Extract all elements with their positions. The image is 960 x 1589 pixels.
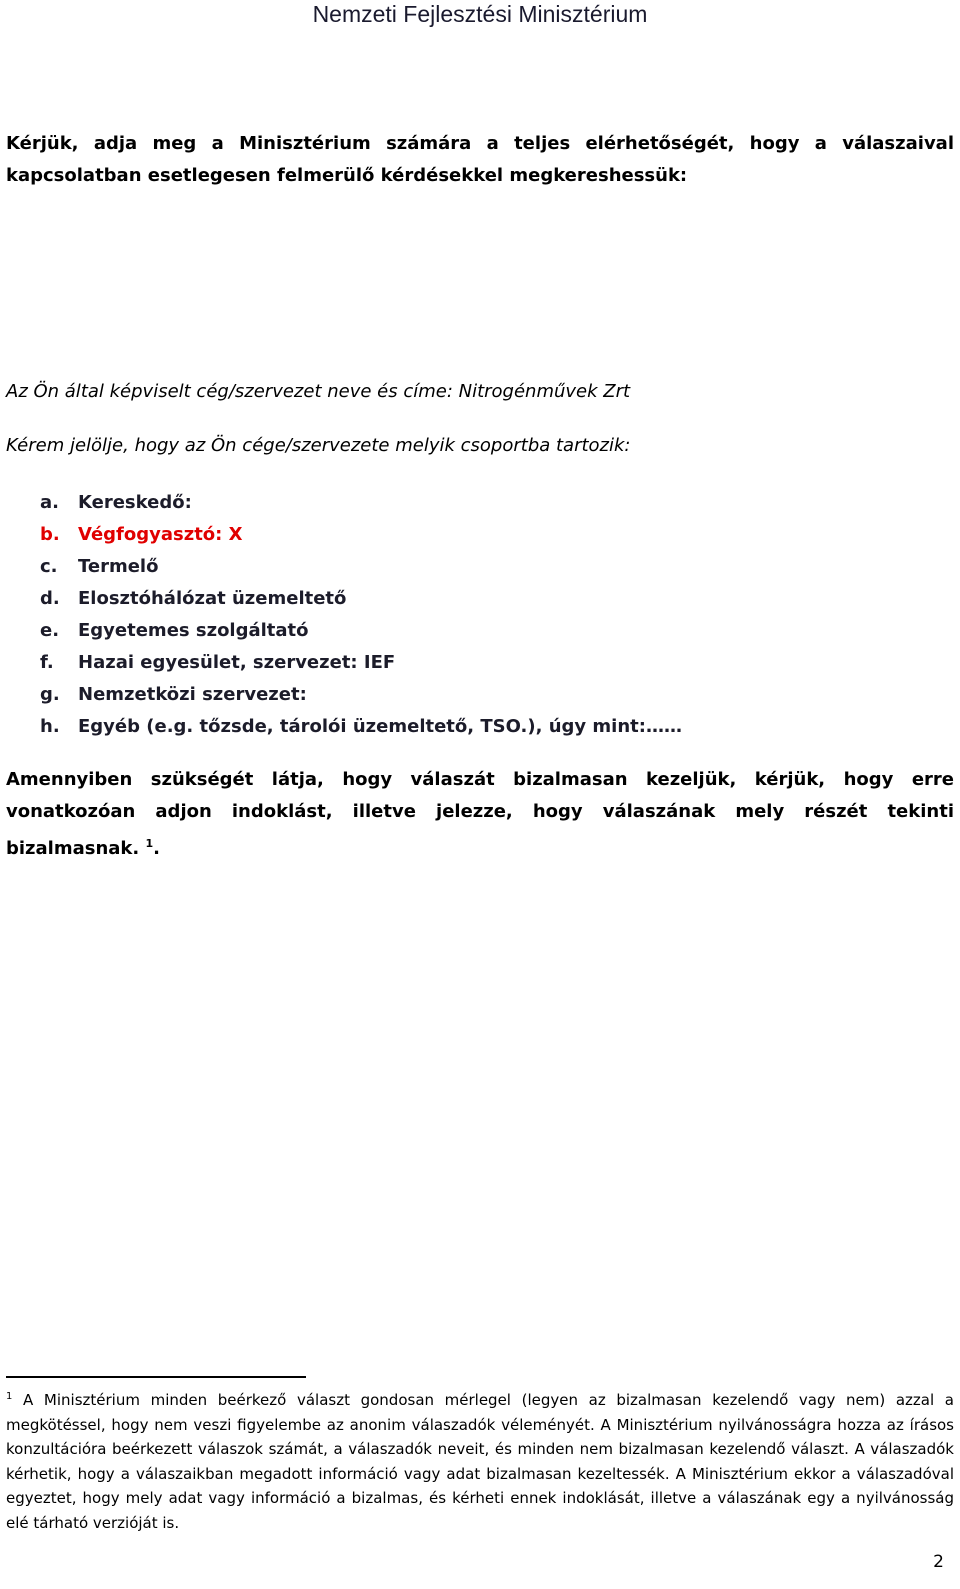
option-d: d. Elosztóhálózat üzemeltető (40, 588, 347, 609)
option-label: Nemzetközi szervezet: (78, 684, 307, 705)
option-label: Elosztóhálózat üzemeltető (78, 588, 347, 609)
footnote-reference[interactable]: 1 (145, 837, 154, 850)
option-label: Egyéb (e.g. tőzsde, tárolói üzemeltető, TSO.), úgy mint:…… (78, 716, 682, 737)
group-options-list (40, 487, 682, 743)
option-e: e. Egyetemes szolgáltató (40, 620, 309, 641)
option-label: Egyetemes szolgáltató (78, 620, 309, 641)
group-question: Kérem jelölje, hogy az Ön cége/szervezete melyik csoportba tartozik: (6, 435, 631, 456)
organization-question: Az Ön által képviselt cég/szervezet neve és címe: Nitrogénművek Zrt (6, 381, 631, 402)
option-b-selected: b. Végfogyasztó: X (40, 524, 243, 545)
intro-paragraph: Kérjük, adja meg a Minisztérium számára a teljes elérhetőségét, hogy a válaszaival kapcsolatban esetlegesen felmerülő kérdésekkel megkereshessük: (6, 133, 954, 186)
option-c: c. Termelő (40, 556, 159, 577)
confidentiality-paragraph: Amennyiben szükségét látja, hogy válaszát bizalmasan kezeljük, kérjük, hogy erre vonatkozóan adjon indoklást, illetve jelezze, hogy válaszának mely részét tekinti bizalmasnak. $^1$. (6, 769, 954, 859)
option-label: Végfogyasztó: X (78, 524, 243, 545)
footnote: $^1$ A Minisztérium minden beérkező választ gondosan mérlegel (legyen az bizalmasan kezelendő vagy nem) azzal a megkötéssel, hogy nem veszi figyelembe az anonim válaszadók véleményét. A Minisztérium nyilvánosságra hozza az írásos konzultációra beérkezett válaszok számát, a válaszadók neveit, és minden nem bizalmasan kezelendő választ. A válaszadók kérhetik, hogy a válaszaikban megadott információ vagy adat bizalmasan kezeltessék. A Minisztérium ekkor a válaszadóval egyeztet, hogy mely adat vagy információ a bizalmas, és kérheti ennek indoklását, illetve a válaszának egy a nyilvánosság elé tárható verzióját is. (6, 1391, 954, 1532)
page-number: 2 (933, 1552, 944, 1572)
page-header: Nemzeti Fejlesztési Minisztérium (312, 1, 648, 27)
option-h: h. Egyéb (e.g. tőzsde, tárolói üzemeltető, TSO.), úgy mint:…… (40, 716, 682, 737)
option-label: Termelő (78, 556, 159, 577)
option-g: g. Nemzetközi szervezet: (40, 684, 307, 705)
option-label: Kereskedő: (78, 492, 192, 513)
option-a: a. Kereskedő: (40, 492, 192, 513)
option-label: Hazai egyesület, szervezet: IEF (78, 652, 396, 673)
footnote-number: 1 (6, 1391, 13, 1402)
option-f: f. Hazai egyesület, szervezet: IEF (40, 652, 396, 673)
footnote-separator (6, 1376, 306, 1378)
